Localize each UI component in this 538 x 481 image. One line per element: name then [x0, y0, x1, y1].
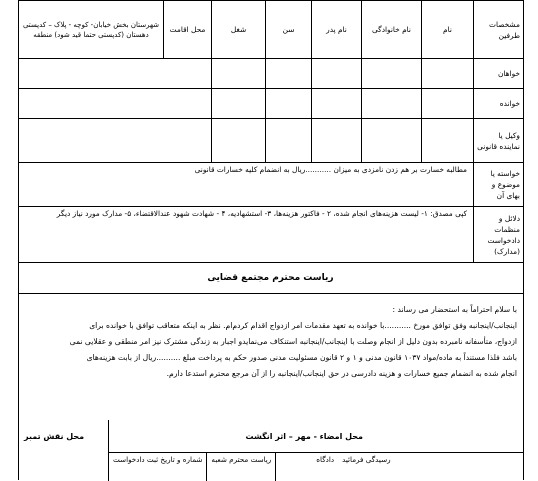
plaintiff-name-field[interactable]	[422, 59, 474, 89]
defendant-name-field[interactable]	[422, 89, 474, 119]
attorney-address-field[interactable]	[19, 119, 212, 163]
defendant-age-field[interactable]	[266, 89, 312, 119]
defendant-father-field[interactable]	[312, 89, 362, 119]
attorney-label: وکیل یا نماینده قانونی	[474, 119, 524, 163]
letter-title: ریاست محترم مجتمع قضایی	[18, 269, 523, 294]
claim-text: مطالبه خسارت بر هم زدن نامزدی به میزان ...........ریال به انضمام کلیه خسارات قانونی	[19, 163, 474, 207]
attorney-family-field[interactable]	[362, 119, 422, 163]
defendant-label: خوانده	[474, 89, 524, 119]
plaintiff-age-field[interactable]	[266, 59, 312, 89]
evidence-label: دلائل و منظمات دادخواست (مدارک)	[474, 207, 524, 263]
letter-body-line-3: باشد فلذا مستنداً به ماده/مواد ۱۰۳۷ قانون مدنی و ۱ و ۲ قانون مسئولیت مدنی صدور حکم به پرداخت مبلغ ..........ریال از بابت هزینه‌های	[86, 353, 517, 362]
header-parties: مشخصات طرفین	[474, 1, 524, 59]
defendant-address-field[interactable]	[19, 89, 212, 119]
court: دادگاه	[275, 453, 338, 481]
parties-table	[18, 0, 524, 263]
attorney-age-field[interactable]	[266, 119, 312, 163]
branch-head: ریاست محترم شعبه	[206, 453, 275, 481]
header-row	[19, 1, 524, 59]
registration-number: شماره و تاریخ ثبت دادخواست	[108, 453, 206, 481]
defendant-family-field[interactable]	[362, 89, 422, 119]
claim-row	[19, 163, 524, 207]
attorney-father-field[interactable]	[312, 119, 362, 163]
plaintiff-address-field[interactable]	[19, 59, 212, 89]
stamp-label: محل نقش تمبر	[24, 432, 85, 441]
attorney-name-field[interactable]	[422, 119, 474, 163]
header-father: نام پدر	[312, 1, 362, 59]
attorney-row	[19, 119, 524, 163]
letter-section	[18, 269, 523, 382]
letter-body-line-2: ازدواج، متأسفانه نامبرده بدون دلیل از انجام وصلت با اینجانب/اینجانبه استنکاف می‌نمایدو اجبار به زندگی مشترک نیز امر منطقی و عقلایی نمی	[69, 337, 517, 346]
registration-bar	[108, 452, 523, 481]
letter-greeting: با سلام احتراماً به استحضار می رساند :	[392, 305, 517, 314]
plaintiff-father-field[interactable]	[312, 59, 362, 89]
plaintiff-job-field[interactable]	[212, 59, 266, 89]
header-address: محل اقامت	[164, 1, 212, 59]
evidence-text: کپی مصدق: ۱- لیست هزینه‌های انجام شده، ۲ - فاکتور هزینه‌ها، ۳- استشهادیه، ۴ - شهادت شهود عندالاقتضاء، ۵- مدارک مورد نیاز دیگر	[19, 207, 474, 263]
defendant-row	[19, 89, 524, 119]
header-job: شغل	[212, 1, 266, 59]
header-address-detail: شهرستان بخش خیابان- کوچه - پلاک – کدپستی دهستان (کدپستی حتما قید شود) منطقه	[19, 1, 164, 59]
header-name: نام	[422, 1, 474, 59]
plaintiff-label: خواهان	[474, 59, 524, 89]
letter-body-line-4: انجام شده به انضمام جمیع خسارات و هزینه دادرسی در حق اینجانب/اینجانبه را از آن مرجع محترم استدعا دارم.	[166, 369, 517, 378]
process-instruction: رسیدگی فرمائید	[342, 455, 391, 464]
stamp-box	[18, 420, 109, 480]
letter-body-line-1: اینجانب/اینجانبه وفق توافق مورخ ...........با خوانده به تعهد مقدمات امر ازدواج اقدام کردم‌ام. نظر به اینکه متعاقب توافق با خوانده برای	[89, 321, 517, 330]
defendant-job-field[interactable]	[212, 89, 266, 119]
evidence-row	[19, 207, 524, 263]
footer	[18, 420, 523, 480]
claim-label: خواسته یا موضوع و بهای آن	[474, 163, 524, 207]
plaintiff-row	[19, 59, 524, 89]
header-family: نام خانوادگی	[362, 1, 422, 59]
header-age: سن	[266, 1, 312, 59]
signature-label: محل امضاء - مهر – اثر انگشت	[245, 432, 363, 441]
attorney-job-field[interactable]	[212, 119, 266, 163]
plaintiff-family-field[interactable]	[362, 59, 422, 89]
